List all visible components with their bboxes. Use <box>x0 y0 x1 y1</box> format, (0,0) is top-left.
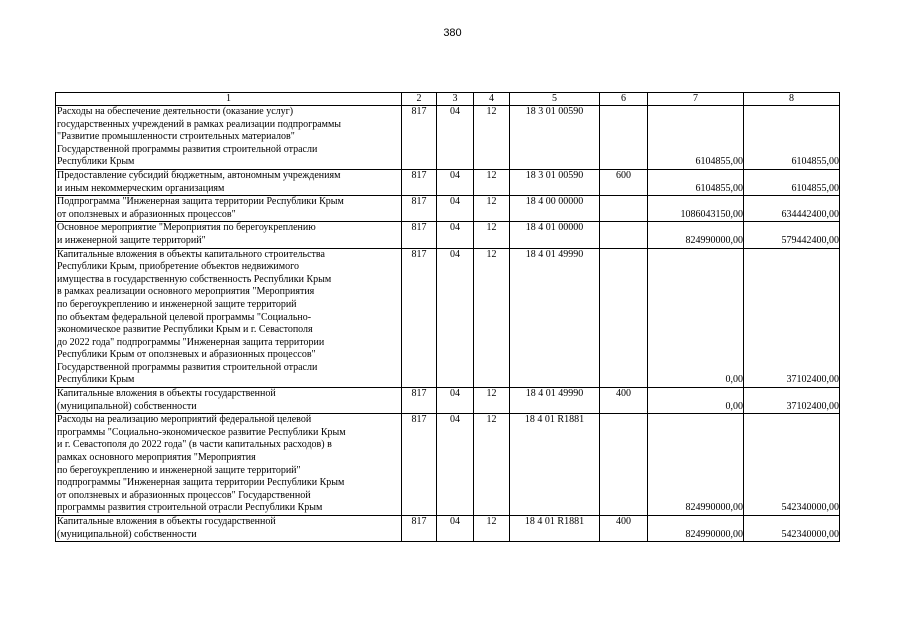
expense-type-code <box>600 248 648 388</box>
description-line: рамках основного мероприятия "Мероприятия <box>57 452 256 464</box>
description-line: Капитальные вложения в объекты государственной <box>57 388 276 400</box>
description-line: Государственной программы развития строительной отрасли <box>57 361 318 373</box>
expense-type-code <box>600 222 648 248</box>
header-row <box>56 93 840 106</box>
expense-type-code: 600 <box>600 169 648 195</box>
target-article-code: 18 4 01 R1881 <box>510 414 600 516</box>
section-code: 04 <box>437 196 474 222</box>
amount-year-2: 634442400,00 <box>744 196 840 222</box>
row-description <box>56 516 402 542</box>
amount-year-2: 542340000,00 <box>744 414 840 516</box>
column-header: 8 <box>744 93 840 106</box>
subsection-code: 12 <box>474 222 510 248</box>
target-article-code: 18 3 01 00590 <box>510 169 600 195</box>
table-row <box>56 196 840 222</box>
description-line: по берегоукреплению и инженерной защите территорий <box>57 298 297 310</box>
ministry-code: 817 <box>402 414 437 516</box>
target-article-code: 18 4 01 00000 <box>510 222 600 248</box>
column-header: 2 <box>402 93 437 106</box>
expense-type-code: 400 <box>600 388 648 414</box>
description-line: (муниципальной) собственности <box>57 528 197 540</box>
column-header: 7 <box>648 93 744 106</box>
subsection-code: 12 <box>474 169 510 195</box>
subsection-code: 12 <box>474 388 510 414</box>
table-row <box>56 222 840 248</box>
amount-year-2: 37102400,00 <box>744 388 840 414</box>
ministry-code: 817 <box>402 169 437 195</box>
description-line: государственных учреждений в рамках реализации подпрограммы <box>57 118 342 130</box>
subsection-code: 12 <box>474 248 510 388</box>
amount-year-1: 0,00 <box>648 388 744 414</box>
row-description <box>56 222 402 248</box>
target-article-code: 18 4 01 R1881 <box>510 516 600 542</box>
description-line: Капитальные вложения в объекты капитального строительства <box>57 248 325 260</box>
amount-year-1: 824990000,00 <box>648 516 744 542</box>
section-code: 04 <box>437 516 474 542</box>
amount-year-1: 6104855,00 <box>648 106 744 170</box>
amount-year-2: 37102400,00 <box>744 248 840 388</box>
amount-year-1: 6104855,00 <box>648 169 744 195</box>
ministry-code: 817 <box>402 248 437 388</box>
section-code: 04 <box>437 414 474 516</box>
amount-year-2: 6104855,00 <box>744 169 840 195</box>
column-header: 3 <box>437 93 474 106</box>
description-line: Подпрограмма "Инженерная защита территории Республики Крым <box>57 196 344 208</box>
amount-year-2: 579442400,00 <box>744 222 840 248</box>
description-line: Республики Крым, приобретение объектов недвижимого <box>57 261 299 273</box>
target-article-code: 18 3 01 00590 <box>510 106 600 170</box>
amount-year-1: 824990000,00 <box>648 222 744 248</box>
subsection-code: 12 <box>474 414 510 516</box>
row-description <box>56 169 402 195</box>
amount-year-1: 0,00 <box>648 248 744 388</box>
expense-type-code: 400 <box>600 516 648 542</box>
row-description <box>56 248 402 388</box>
amount-year-1: 824990000,00 <box>648 414 744 516</box>
table-row <box>56 248 840 388</box>
description-line: Капитальные вложения в объекты государственной <box>57 516 276 527</box>
section-code: 04 <box>437 222 474 248</box>
description-line: имущества в государственную собственность Республики Крым <box>57 273 332 285</box>
target-article-code: 18 4 01 49990 <box>510 248 600 388</box>
table-row <box>56 516 840 542</box>
table-row <box>56 388 840 414</box>
description-line: Республики Крым от оползневых и абразионных процессов" <box>57 349 316 361</box>
row-description <box>56 106 402 170</box>
ministry-code: 817 <box>402 196 437 222</box>
column-header: 4 <box>474 93 510 106</box>
description-line: и инженерной защите территорий" <box>57 234 206 246</box>
description-line: подпрограммы "Инженерная защита территории Республики Крым <box>57 477 345 489</box>
description-line: и иным некоммерческим организациям <box>57 182 225 194</box>
ministry-code: 817 <box>402 222 437 248</box>
description-line: до 2022 года" подпрограммы "Инженерная защита территории <box>57 336 325 348</box>
description-line: Расходы на реализацию мероприятий федеральной целевой <box>57 414 312 426</box>
ministry-code: 817 <box>402 388 437 414</box>
subsection-code: 12 <box>474 516 510 542</box>
target-article-code: 18 4 01 49990 <box>510 388 600 414</box>
expense-type-code <box>600 106 648 170</box>
description-line: по берегоукреплению и инженерной защите территорий" <box>57 464 301 476</box>
amount-year-2: 542340000,00 <box>744 516 840 542</box>
description-line: экономическое развитие Республики Крым и г. Севастополя <box>57 324 313 336</box>
description-line: программы развития строительной отрасли Республики Крым <box>57 502 323 514</box>
description-line: от оползневых и абразионных процессов" <box>57 208 236 220</box>
section-code: 04 <box>437 106 474 170</box>
description-line: Основное мероприятие "Мероприятия по берегоукреплению <box>57 222 316 234</box>
description-line: и г. Севастополя до 2022 года" (в части капитальных расходов) в <box>57 439 332 451</box>
description-line: от оползневых и абразионных процессов" Государственной <box>57 489 311 501</box>
description-line: (муниципальной) собственности <box>57 400 197 412</box>
description-line: в рамках реализации основного мероприятия "Мероприятия <box>57 286 315 298</box>
section-code: 04 <box>437 248 474 388</box>
row-description <box>56 388 402 414</box>
budget-table <box>55 92 840 542</box>
section-code: 04 <box>437 388 474 414</box>
column-header: 1 <box>56 93 402 106</box>
subsection-code: 12 <box>474 196 510 222</box>
amount-year-1: 1086043150,00 <box>648 196 744 222</box>
description-line: Республики Крым <box>57 156 135 168</box>
description-line: Предоставление субсидий бюджетным, автономным учреждениям <box>57 169 341 181</box>
description-line: Расходы на обеспечение деятельности (оказание услуг) <box>57 106 294 117</box>
subsection-code: 12 <box>474 106 510 170</box>
description-line: программы "Социально-экономическое развитие Республики Крым <box>57 426 346 438</box>
table-row <box>56 169 840 195</box>
section-code: 04 <box>437 169 474 195</box>
description-line: Государственной программы развития строительной отрасли <box>57 143 318 155</box>
column-header: 6 <box>600 93 648 106</box>
target-article-code: 18 4 00 00000 <box>510 196 600 222</box>
expense-type-code <box>600 196 648 222</box>
table-row <box>56 414 840 516</box>
row-description <box>56 414 402 516</box>
expense-type-code <box>600 414 648 516</box>
description-line: по объектам федеральной целевой программы "Социально- <box>57 311 312 323</box>
description-line: "Развитие промышленности строительных материалов" <box>57 131 295 143</box>
description-line: Республики Крым <box>57 374 135 386</box>
ministry-code: 817 <box>402 106 437 170</box>
column-header: 5 <box>510 93 600 106</box>
table-row <box>56 106 840 170</box>
page-number: 380 <box>443 27 462 39</box>
ministry-code: 817 <box>402 516 437 542</box>
row-description <box>56 196 402 222</box>
amount-year-2: 6104855,00 <box>744 106 840 170</box>
